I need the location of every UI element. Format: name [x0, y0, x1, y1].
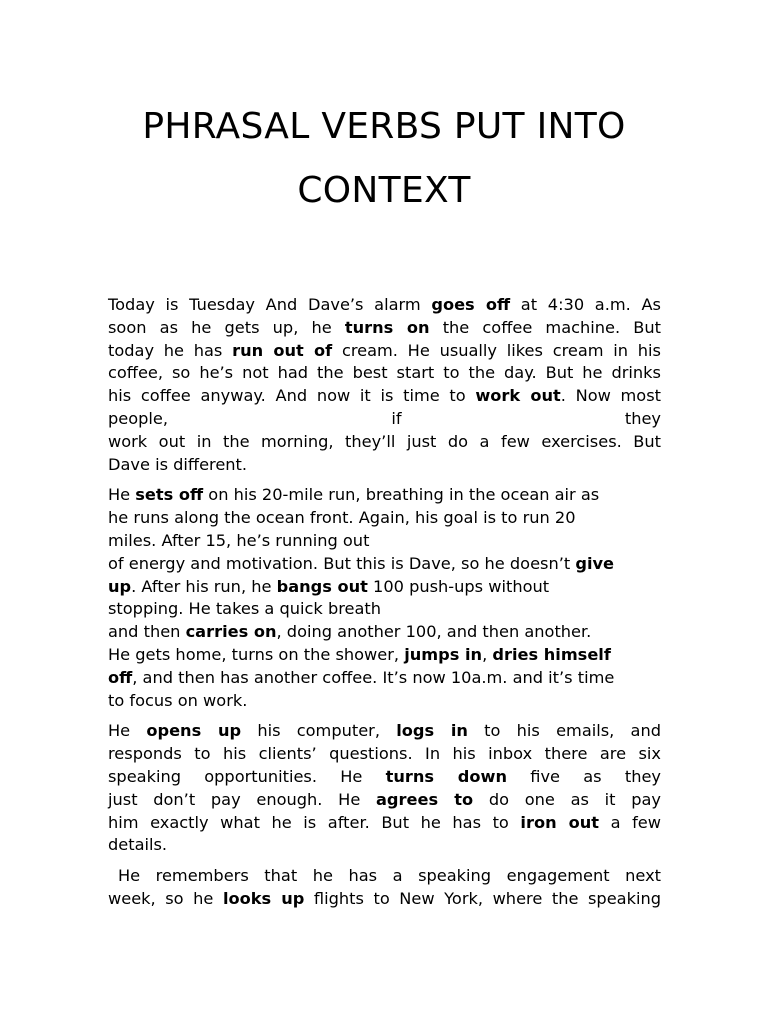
text-line: He gets home, turns on the shower, jumps in, dries himself — [108, 644, 611, 664]
phrasal-verb: agrees to — [376, 789, 474, 809]
text-line: He remembers that he has a speaking engagement next — [118, 866, 661, 886]
text-line: him exactly what he is after. But he has to iron out a few — [108, 812, 662, 832]
paragraph-4 — [108, 865, 661, 911]
text-line: off, and then has another coffee. It’s now 10a.m. and it’s time — [108, 667, 615, 687]
text-line: to focus on work. — [108, 690, 248, 710]
text-line: just don’t pay enough. He agrees to do one as it pay — [108, 789, 661, 809]
phrasal-verb: looks up — [222, 888, 305, 908]
text-line: details. — [108, 835, 168, 855]
phrasal-verb: iron out — [520, 812, 600, 832]
phrasal-verb: dries himself — [492, 644, 611, 664]
article-body — [108, 294, 661, 919]
text-line: his coffee anyway. And now it is time to work out. Now most — [108, 386, 661, 406]
paragraph-3 — [108, 720, 661, 857]
phrasal-verb: jumps in — [404, 644, 483, 664]
phrasal-verb: logs in — [396, 721, 468, 741]
phrasal-verb: goes off — [431, 295, 511, 314]
phrasal-verb: turns on — [344, 317, 430, 337]
text-line: responds to his clients’ questions. In his inbox there are six — [108, 744, 661, 764]
title-line-2: CONTEXT — [297, 170, 471, 211]
phrasal-verb: up — [108, 576, 132, 596]
phrasal-verb: opens up — [146, 721, 242, 741]
text-line: people, if they — [108, 408, 661, 428]
phrasal-verb: turns down — [385, 766, 507, 786]
text-line: Dave is different. — [108, 454, 248, 474]
text-line: he runs along the ocean front. Again, his goal is to run 20 — [108, 508, 576, 528]
paragraph-2 — [108, 484, 661, 712]
text-line: Today is Tuesday And Dave’s alarm goes off at 4:30 a.m. As — [108, 295, 661, 314]
title-line-1: PHRASAL VERBS PUT INTO — [142, 106, 626, 147]
page-title — [0, 95, 768, 223]
text-line: today he has run out of cream. He usually likes cream in his — [108, 340, 661, 360]
text-line: He sets off on his 20-mile run, breathing in the ocean air as — [108, 485, 600, 505]
phrasal-verb: sets off — [135, 485, 204, 505]
text-line: week, so he looks up flights to New York, where the speaking — [108, 888, 661, 908]
phrasal-verb: bangs out — [276, 576, 368, 596]
paragraph-1 — [108, 294, 661, 476]
text-line: of energy and motivation. But this is Dave, so he doesn’t give — [108, 553, 615, 573]
phrasal-verb: off — [108, 667, 133, 687]
phrasal-verb: carries on — [185, 622, 277, 642]
text-line: and then carries on, doing another 100, and then another. — [108, 622, 592, 642]
phrasal-verb: work out — [475, 386, 561, 406]
phrasal-verb: run out of — [232, 340, 333, 360]
text-line: up. After his run, he bangs out 100 push-ups without — [108, 576, 550, 596]
text-line: soon as he gets up, he turns on the coffee machine. But — [108, 317, 661, 337]
text-line: miles. After 15, he’s running out — [108, 530, 370, 550]
text-line: coffee, so he’s not had the best start to the day. But he drinks — [108, 363, 661, 383]
text-line: He opens up his computer, logs in to his emails, and — [108, 721, 662, 741]
text-line: stopping. He takes a quick breath — [108, 599, 382, 619]
text-line: speaking opportunities. He turns down five as they — [108, 766, 661, 786]
phrasal-verb: give — [575, 553, 615, 573]
text-line: work out in the morning, they’ll just do a few exercises. But — [108, 431, 661, 451]
